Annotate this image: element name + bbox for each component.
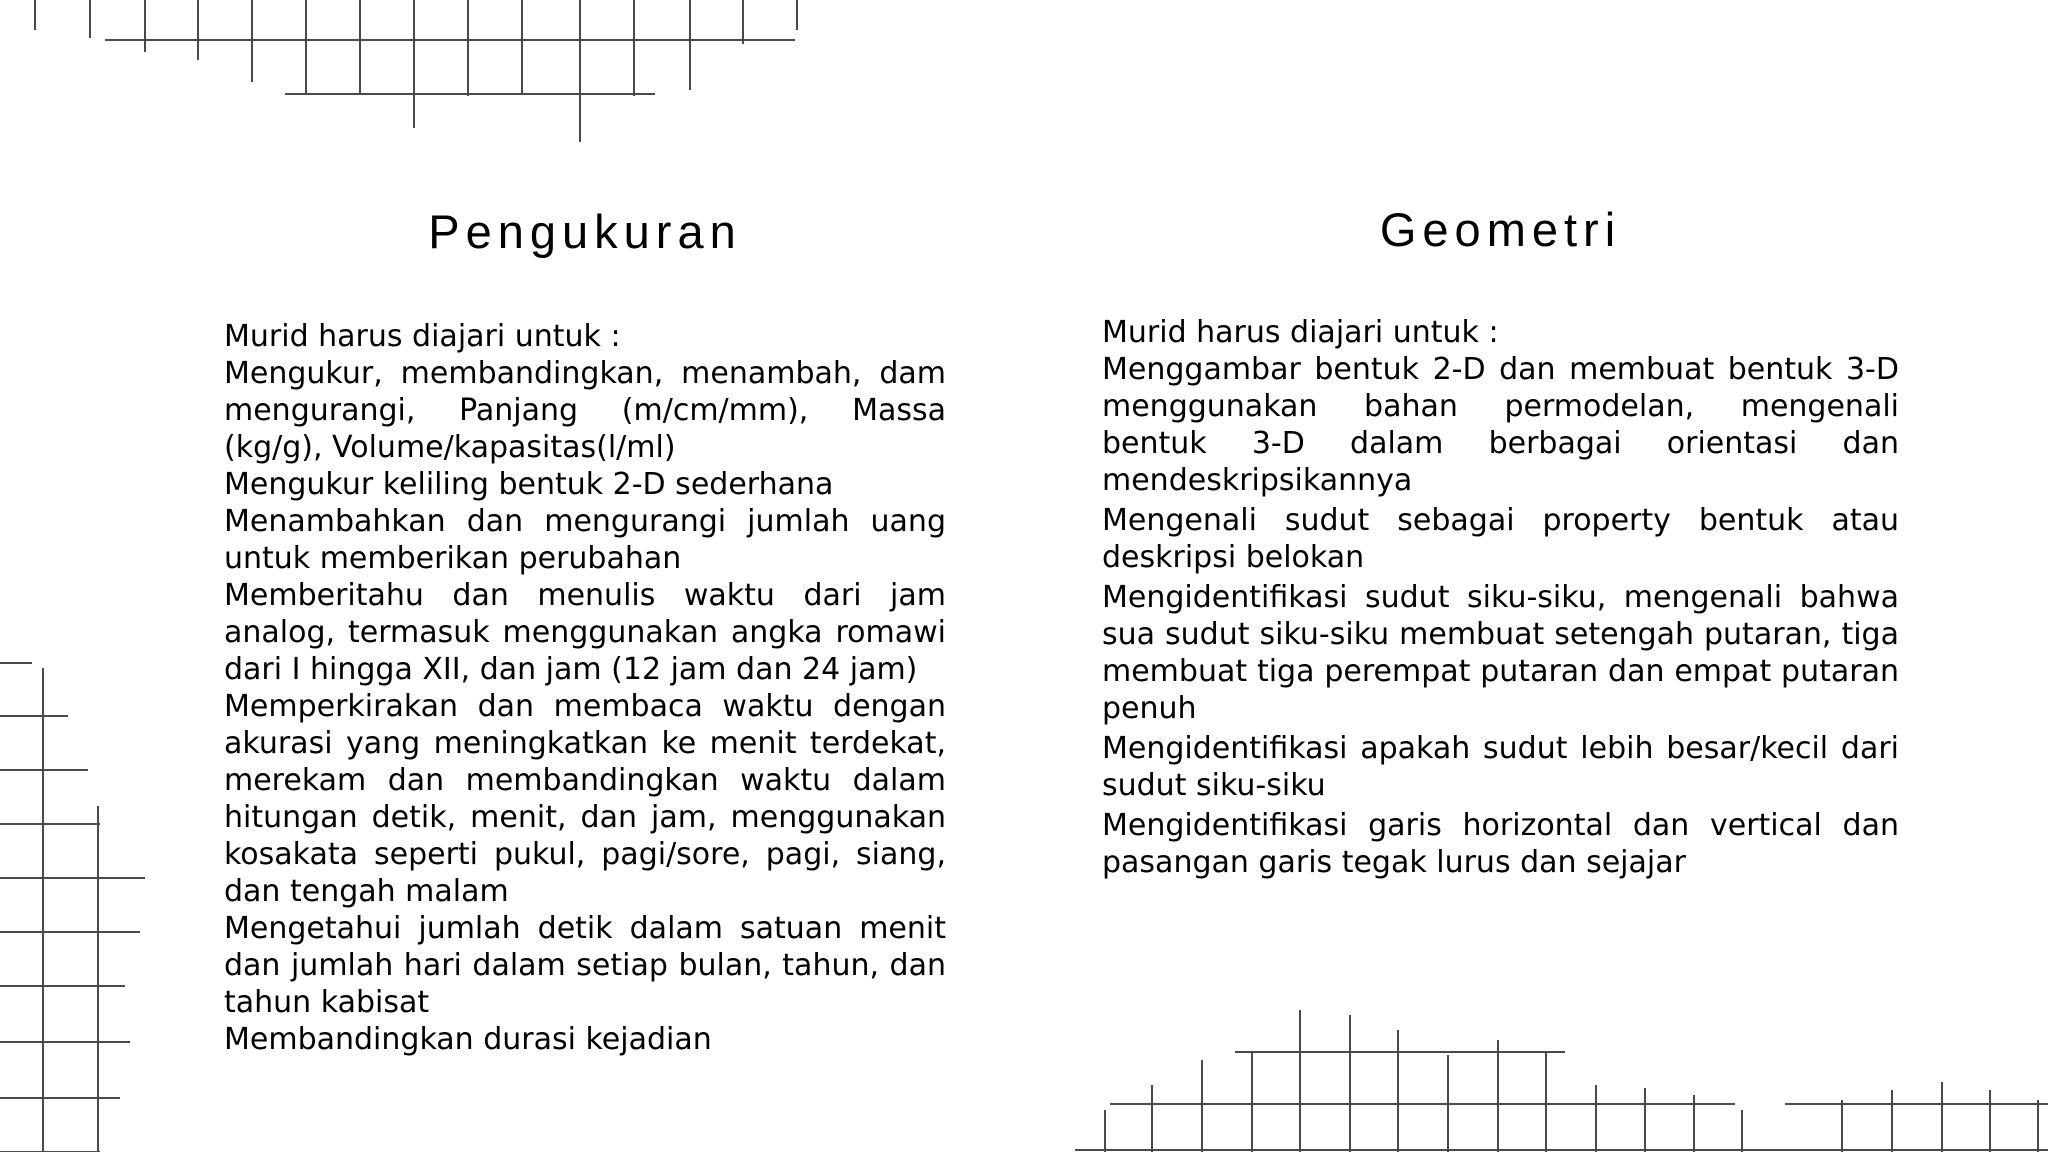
measurement-column: [224, 200, 946, 1058]
geometry-title: Geometri: [1379, 203, 1622, 256]
list-item: Mengukur keliling bentuk 2-D sederhana: [224, 467, 834, 502]
list-item: Mengidentifikasi sudut siku-siku, mengenali bahwa sua sudut siku-siku membuat setengah putaran, tiga membuat tiga perempat putaran dan empat putaran penuh: [1102, 580, 1899, 726]
measurement-list: [224, 355, 946, 1058]
measurement-title: Pengukuran: [428, 205, 742, 258]
list-item: Menggambar bentuk 2-D dan membuat bentuk 3-D menggunakan bahan permodelan, mengenali bentuk 3-D dalam berbagai orientasi dan mendeskripsikannya: [1102, 352, 1899, 498]
list-item: Mengetahui jumlah detik dalam satuan menit dan jumlah hari dalam setiap bulan, tahun, dan tahun kabisat: [224, 911, 946, 1020]
geometry-intro: Murid harus diajari untuk :: [1102, 315, 1499, 350]
list-item: Mengidentifikasi apakah sudut lebih besar/kecil dari sudut siku-siku: [1102, 731, 1899, 803]
list-item: Mengenali sudut sebagai property bentuk atau deskripsi belokan: [1102, 503, 1899, 575]
list-item: Menambahkan dan mengurangi jumlah uang untuk memberikan perubahan: [224, 504, 946, 576]
list-item: Mengidentifikasi garis horizontal dan vertical dan pasangan garis tegak lurus dan sejajar: [1102, 808, 1899, 880]
measurement-intro: Murid harus diajari untuk :: [224, 319, 621, 354]
geometry-column: [1102, 198, 1899, 884]
grid-bottom-left: [0, 663, 145, 1152]
geometry-list: [1102, 351, 1899, 881]
list-item: Memberitahu dan menulis waktu dari jam analog, termasuk menggunakan angka romawi dari I hingga XII, dan jam (12 jam dan 24 jam): [224, 578, 946, 687]
grid-bottom-right: [1075, 1010, 2048, 1152]
grid-top-left: [35, 0, 797, 142]
list-item: Mengukur, membandingkan, menambah, dam mengurangi, Panjang (m/cm/mm), Massa (kg/g), Volume/kapasitas(l/ml): [224, 356, 946, 465]
list-item: Memperkirakan dan membaca waktu dengan akurasi yang meningkatkan ke menit terdekat, merekam dan membandingkan waktu dalam hitungan detik, menit, dan jam, menggunakan kosakata seperti pukul, pagi/sore, pagi, siang, dan tengah malam: [224, 689, 946, 909]
list-item: Membandingkan durasi kejadian: [224, 1022, 712, 1057]
